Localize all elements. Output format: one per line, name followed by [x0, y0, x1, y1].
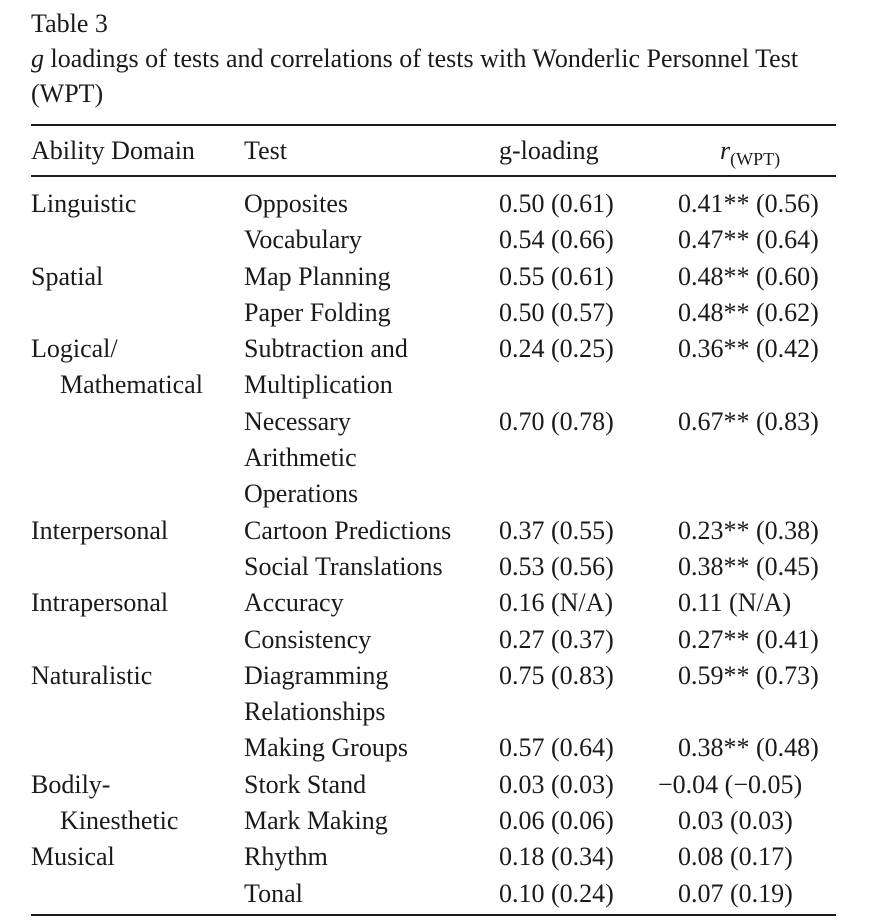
cell-r-wpt: 0.67** (0.83) — [678, 406, 819, 436]
header-r-wpt — [720, 134, 780, 176]
table-row — [0, 767, 885, 803]
table-title — [31, 41, 861, 111]
cell-r-wpt: 0.41** (0.56) — [678, 189, 819, 218]
cell-test: Multiplication — [244, 370, 393, 400]
cell-test: Vocabulary — [244, 225, 362, 255]
table-row — [0, 585, 885, 621]
cell-g-loading: 0.75 (0.83) — [499, 660, 614, 690]
table-row — [0, 259, 885, 295]
header-r-symbol: r — [720, 136, 731, 165]
cell-g-loading: 0.55 (0.61) — [499, 261, 614, 291]
table-row — [0, 476, 885, 512]
cell-test: Mark Making — [244, 806, 388, 836]
table-row — [0, 367, 885, 403]
cell-r-wpt: 0.38** (0.45) — [678, 551, 819, 581]
table-row — [0, 839, 885, 875]
cell-test: Cartoon Predictions — [244, 515, 452, 545]
cell-r-wpt: 0.48** (0.62) — [678, 297, 819, 327]
cell-ability-domain: Spatial — [31, 261, 104, 291]
cell-r-wpt: 0.03 (0.03) — [678, 806, 793, 836]
cell-g-loading: 0.37 (0.55) — [499, 515, 614, 545]
cell-test: Subtraction and — [244, 334, 408, 364]
table-row — [0, 513, 885, 549]
table-row — [0, 622, 885, 658]
header-ability-domain: Ability Domain — [31, 136, 195, 165]
title-g-symbol: g — [31, 44, 44, 73]
cell-r-wpt: −0.04 (−0.05) — [658, 769, 803, 799]
table-caption — [31, 6, 861, 111]
cell-ability-domain: Logical/ — [31, 334, 118, 364]
cell-test: Consistency — [244, 624, 372, 654]
cell-g-loading: 0.27 (0.37) — [499, 624, 614, 654]
cell-r-wpt: 0.08 (0.17) — [678, 842, 793, 872]
cell-test: Making Groups — [244, 733, 408, 763]
table-row — [0, 331, 885, 367]
table-row — [0, 694, 885, 730]
cell-test: Stork Stand — [244, 769, 367, 799]
cell-g-loading: 0.53 (0.56) — [499, 551, 614, 581]
bottom-rule — [31, 914, 836, 916]
top-rule — [31, 124, 836, 126]
cell-ability-domain: Interpersonal — [31, 515, 169, 545]
cell-test: Paper Folding — [244, 297, 391, 327]
table-row — [0, 549, 885, 585]
cell-test: Diagramming — [244, 660, 389, 690]
cell-g-loading: 0.24 (0.25) — [499, 334, 614, 364]
cell-ability-domain: Kinesthetic — [60, 806, 179, 836]
cell-r-wpt: 0.59** (0.73) — [678, 660, 819, 690]
table-row — [0, 730, 885, 766]
table-body — [0, 186, 885, 912]
table-row — [0, 295, 885, 331]
table-row — [0, 876, 885, 912]
cell-ability-domain: Naturalistic — [31, 660, 153, 690]
table-row — [0, 404, 885, 440]
cell-g-loading: 0.03 (0.03) — [499, 769, 614, 799]
cell-test: Social Translations — [244, 551, 443, 581]
cell-g-loading: 0.50 (0.61) — [499, 189, 614, 218]
cell-ability-domain: Intrapersonal — [31, 588, 169, 618]
cell-r-wpt: 0.48** (0.60) — [678, 261, 819, 291]
cell-r-wpt: 0.36** (0.42) — [678, 334, 819, 364]
cell-g-loading: 0.16 (N/A) — [499, 588, 614, 618]
cell-r-wpt: 0.07 (0.19) — [678, 878, 793, 908]
cell-g-loading: 0.57 (0.64) — [499, 733, 614, 763]
cell-r-wpt: 0.27** (0.41) — [678, 624, 819, 654]
cell-test: Opposites — [244, 189, 348, 218]
header-rule — [31, 175, 836, 177]
cell-test: Rhythm — [244, 842, 328, 872]
cell-g-loading: 0.18 (0.34) — [499, 842, 614, 872]
cell-r-wpt: 0.11 (N/A) — [678, 588, 792, 618]
title-text: loadings of tests and correlations of tests with Wonderlic Personnel Test (WPT) — [31, 44, 799, 108]
header-test: Test — [244, 136, 287, 165]
header-g-loading: g-loading — [499, 136, 599, 165]
cell-test: Relationships — [244, 697, 386, 727]
cell-test: Necessary — [244, 406, 351, 436]
cell-test: Tonal — [244, 878, 303, 908]
cell-r-wpt: 0.23** (0.38) — [678, 515, 819, 545]
cell-g-loading: 0.06 (0.06) — [499, 806, 614, 836]
cell-test: Map Planning — [244, 261, 391, 291]
table-label: Table 3 — [31, 9, 108, 38]
cell-r-wpt: 0.38** (0.48) — [678, 733, 819, 763]
cell-g-loading: 0.70 (0.78) — [499, 406, 614, 436]
cell-r-wpt: 0.47** (0.64) — [678, 225, 819, 255]
table-row — [0, 186, 885, 222]
cell-g-loading: 0.54 (0.66) — [499, 225, 614, 255]
cell-ability-domain: Musical — [31, 842, 115, 872]
cell-ability-domain: Mathematical — [60, 370, 203, 400]
cell-ability-domain: Bodily- — [31, 769, 111, 799]
table-row — [0, 803, 885, 839]
cell-test: Arithmetic — [244, 443, 357, 473]
table-row — [0, 440, 885, 476]
cell-ability-domain: Linguistic — [31, 189, 137, 218]
header-r-subscript: (WPT) — [730, 149, 781, 169]
cell-test: Operations — [244, 479, 359, 509]
cell-test: Accuracy — [244, 588, 344, 618]
cell-g-loading: 0.10 (0.24) — [499, 878, 614, 908]
table-row — [0, 222, 885, 258]
cell-g-loading: 0.50 (0.57) — [499, 297, 614, 327]
table-row — [0, 658, 885, 694]
